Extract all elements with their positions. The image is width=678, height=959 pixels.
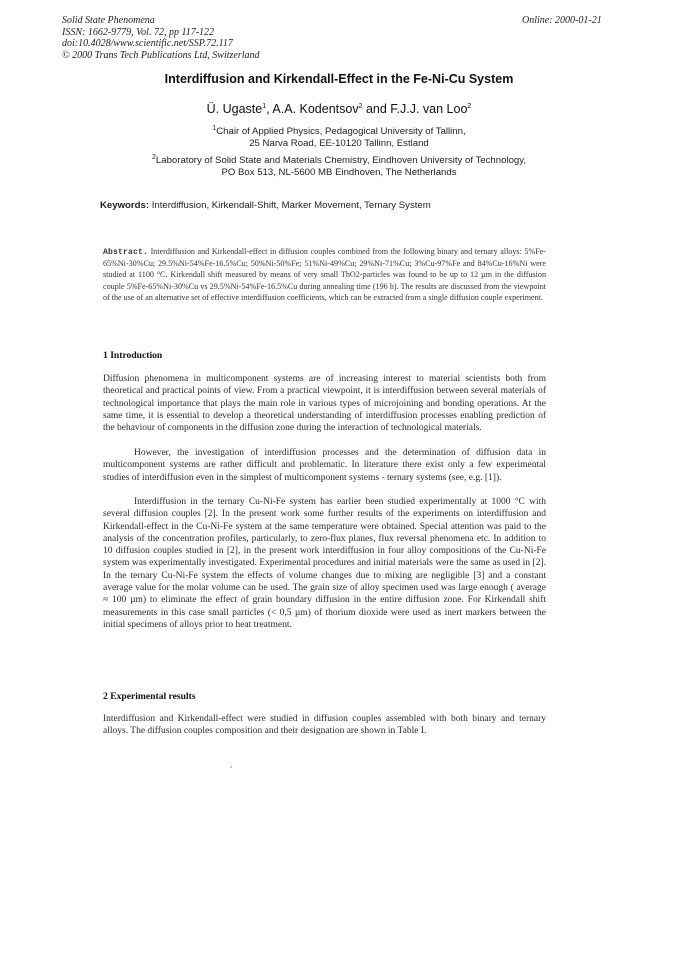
section-2-heading: 2 Experimental results — [103, 691, 196, 702]
author-line — [0, 102, 678, 116]
intro-paragraph-3: Interdiffusion in the ternary Cu-Ni-Fe system has earlier been studied experimentally at 1000 °C with several diffusion couples [2]. In the present work some further results of the experiments on interdiffusion and Kirkendall-effect in the Cu-Ni-Fe system at the same temperature were obtained. Special attention was paid to the analysis of the concentration profiles, particularly, to zero-flux planes, flux reversal phenomena etc. In addition to 10 diffusion couples studied in [2], in the present work interdiffusion in four alloy compositions of the Cu-Ni-Fe system was experimentally investigated. Experimental procedures and initial materials were the same as used in [2]. In the ternary Cu-Ni-Fe system the effects of volume changes due to mixing are negligible [3] and a constant average value for the molar volume can be used. The grain size of alloy specimen used was large enough ( average ≈ 100 µm) to eliminate the effect of grain boundary diffusion in the entire diffusion zone. For Kirkendall shift measurements in this case small particles (< 0,5 µm) of thorium dioxide were used as inert markers between the initial specimens of alloys prior to heat treatment. — [103, 497, 546, 630]
abstract — [103, 246, 546, 303]
online-date: Online: 2000-01-21 — [522, 15, 602, 26]
keywords — [100, 200, 431, 211]
author-1-mark: 1 — [262, 102, 267, 110]
author-3: and F.J.J. van Loo — [362, 102, 468, 116]
affiliation-1-line2: 25 Narva Road, EE-10120 Tallinn, Estland — [249, 138, 429, 149]
affiliation-2 — [0, 155, 678, 179]
paper-title: Interdiffusion and Kirkendall-Effect in the Fe-Ni-Cu System — [164, 72, 514, 86]
journal-header — [62, 15, 260, 61]
author-1: Ü. Ugaste — [206, 102, 263, 116]
intro-paragraph-1: Diffusion phenomena in multicomponent systems are of increasing interest to material scientists both from theoretical and practical points of view. From a practical viewpoint, it is interdiffusion between several materials of technological importance that plays the main role in various types of microjoining and bonding operations. At the same time, it is essential to develop a theoretical understanding of interdiffusion processes enabling prediction of the behaviour of components in the diffusion zone during the interaction of technological materials. — [103, 374, 546, 434]
keywords-label: Keywords: — [100, 200, 150, 211]
author-2: , A.A. Kodentsov — [266, 102, 359, 116]
affiliation-1 — [0, 126, 678, 150]
author-2-mark: 2 — [358, 102, 363, 110]
keywords-text: Interdiffusion, Kirkendall-Shift, Marker Movement, Ternary System — [149, 200, 431, 211]
author-3-mark: 2 — [467, 102, 472, 110]
doi-line: doi:10.4028/www.scientific.net/SSP.72.117 — [62, 38, 233, 49]
affiliation-1-mark: 1 — [212, 124, 217, 132]
copyright-line: © 2000 Trans Tech Publications Ltd, Switzerland — [62, 49, 260, 61]
results-paragraph-1: Interdiffusion and Kirkendall-effect were studied in diffusion couples assembled with both binary and ternary alloys. The diffusion couples composition and their designation are shown in Table I. — [103, 714, 546, 737]
affiliation-2-line1: Laboratory of Solid State and Materials Chemistry, Eindhoven University of Technology, — [155, 155, 526, 166]
issn-line: ISSN: 1662-9779, Vol. 72, pp 117-122 — [62, 26, 215, 38]
abstract-label: Abstract. — [103, 248, 149, 257]
journal-name: Solid State Phenomena — [62, 15, 155, 26]
affiliation-2-line2: PO Box 513, NL-5600 MB Eindhoven, The Netherlands — [221, 167, 457, 178]
affiliation-2-mark: 2 — [152, 153, 156, 161]
scan-speck — [230, 766, 232, 768]
section-1-heading: 1 Introduction — [103, 350, 163, 361]
affiliation-1-line1: Chair of Applied Physics, Pedagogical University of Tallinn, — [216, 126, 466, 137]
abstract-text: Interdiffusion and Kirkendall-effect in diffusion couples combined from the following binary and ternary alloys: 5%Fe-65%Ni-30%Cu; 29.5%Ni-54%Fe-16.5%Cu; 50%Ni-50%Fe; 51%Ni-49%Cu; 29%Ni-71%Cu; 3%Cu-97%Fe and 84%Cu-16%Ni were studied at 1100 °C. Kirkendall shift measured by means of very small ThO2-particles was found to be up to 12 µm in the diffusion couple 5%Fe-65%Ni-30%Cu vs 29.5%Ni-54%Fe-16.5%Cu during annealing time (196 h). The results are discussed from the viewpoint of the use of an alternative set of effective interdiffusion coefficients, which can be extracted from a single diffusion couple experiment. — [103, 247, 546, 302]
intro-paragraph-2: However, the investigation of interdiffusion processes and the determination of diffusion data in multicomponent systems are rather difficult and problematic. In literature there exist only a few experimental studies of interdiffusion even in the simplest of multicomponent systems - ternary systems (see, e.g. [1]). — [103, 448, 546, 483]
